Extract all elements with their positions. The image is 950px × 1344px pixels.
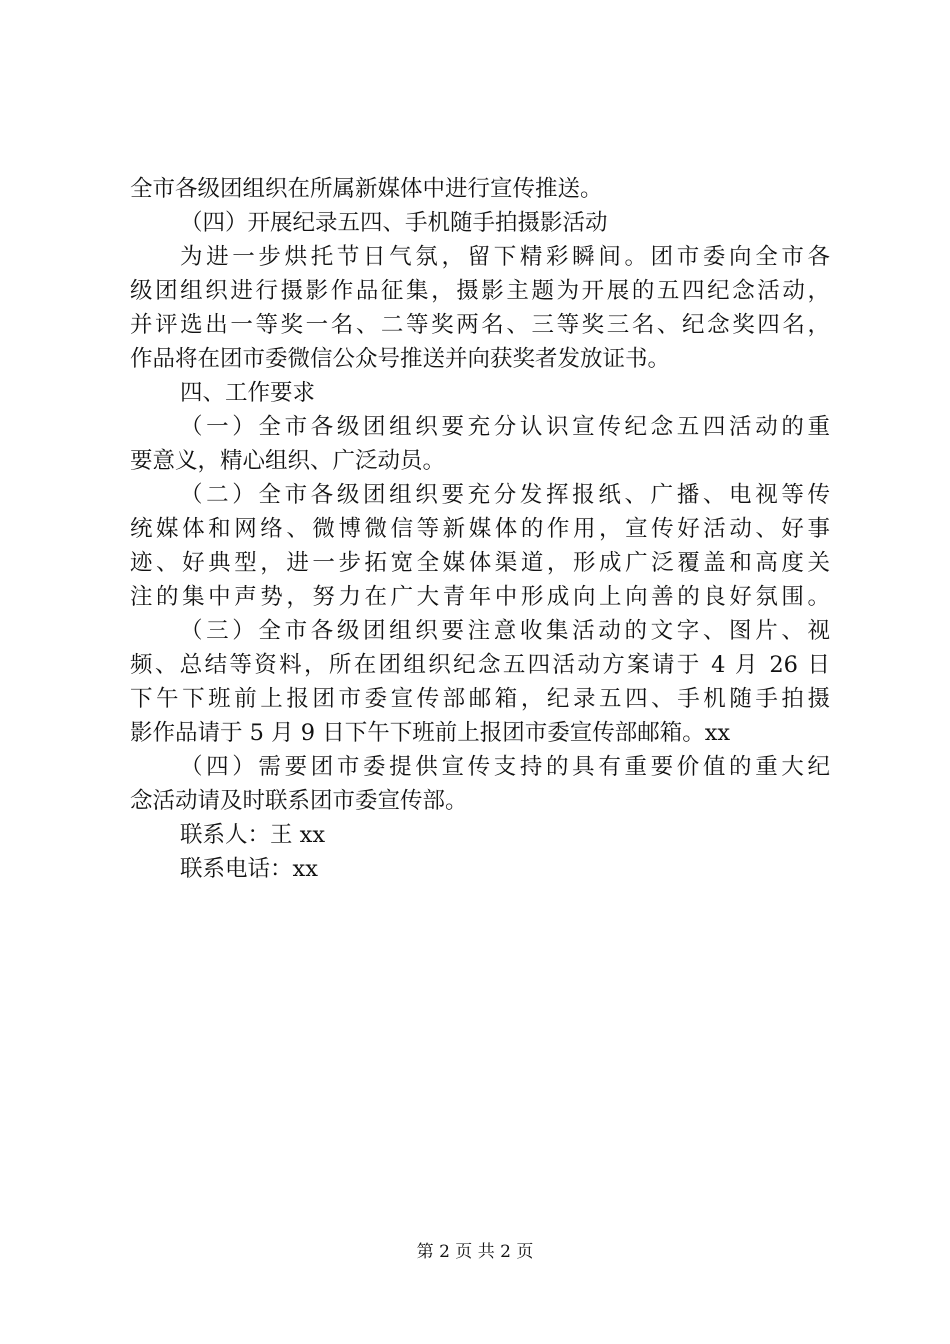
section-heading: （四）开展纪录五四、手机随手拍摄影活动 xyxy=(180,210,608,236)
text-line: 作品将在团市委微信公众号推送并向获奖者发放证书。 xyxy=(130,346,671,372)
text-line: 级团组织进行摄影作品征集，摄影主题为开展的五四纪念活动， xyxy=(130,278,830,304)
text-line: （三）全市各级团组织要注意收集活动的文字、图片、视 xyxy=(180,618,830,644)
text-line: （四）需要团市委提供宣传支持的具有重要价值的重大纪 xyxy=(180,754,830,780)
contact-phone: 联系电话：xx xyxy=(180,856,318,882)
text-line: 要意义，精心组织、广泛动员。 xyxy=(130,448,446,474)
text-line: 注的集中声势，努力在广大青年中形成向上向善的良好氛围。 xyxy=(130,584,830,610)
document-body xyxy=(130,172,830,886)
text-line: （一）全市各级团组织要充分认识宣传纪念五四活动的重 xyxy=(180,414,830,440)
text-line: 迹、好典型，进一步拓宽全媒体渠道，形成广泛覆盖和高度关 xyxy=(130,550,830,576)
text-line: 念活动请及时联系团市委宣传部。 xyxy=(130,788,468,814)
text-line: 下午下班前上报团市委宣传部邮箱，纪录五四、手机随手拍摄 xyxy=(130,686,830,712)
text-line: 为进一步烘托节日气氛，留下精彩瞬间。团市委向全市各 xyxy=(180,244,830,270)
text-line: 影作品请于 5 月 9 日下午下班前上报团市委宣传部邮箱。xx xyxy=(130,720,731,746)
text-line: 并评选出一等奖一名、二等奖两名、三等奖三名、纪念奖四名， xyxy=(130,312,830,338)
page-number: 第 2 页 共 2 页 xyxy=(416,1242,534,1262)
text-line: 频、总结等资料，所在团组织纪念五四活动方案请于 4 月 26 日 xyxy=(130,652,830,678)
text-line: （二）全市各级团组织要充分发挥报纸、广播、电视等传 xyxy=(180,482,830,508)
text-line: 全市各级团组织在所属新媒体中进行宣传推送。 xyxy=(130,176,603,202)
section-heading: 四、工作要求 xyxy=(180,380,316,406)
contact-person: 联系人：王 xx xyxy=(180,822,326,848)
text-line: 统媒体和网络、微博微信等新媒体的作用，宣传好活动、好事 xyxy=(130,516,830,542)
